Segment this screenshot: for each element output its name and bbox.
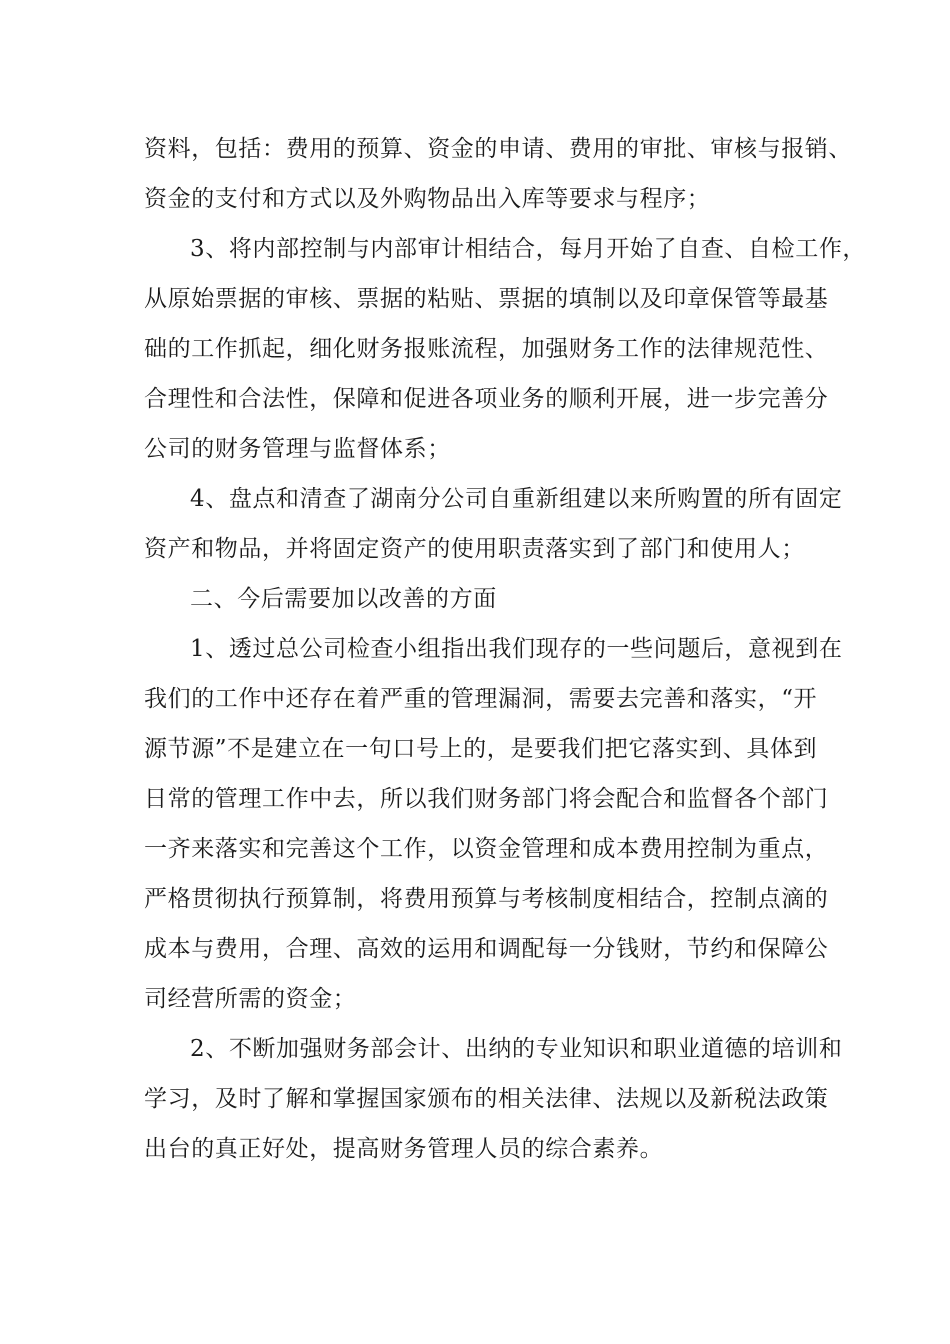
text-line: 础的工作抓起，细化财务报账流程，加强财务工作的法律规范性、 <box>144 336 829 362</box>
text-line: 成本与费用，合理、高效的运用和调配每一分钱财，节约和保障公 <box>144 936 829 962</box>
paragraph-2-start: 2、不断加强财务部会计、出纳的专业知识和职业道德的培训和 <box>190 1036 843 1062</box>
text-line: 资产和物品，并将固定资产的使用职责落实到了部门和使用人； <box>144 536 805 562</box>
text-line: 公司的财务管理与监督体系； <box>144 436 451 462</box>
text-line: 资金的支付和方式以及外购物品出入库等要求与程序； <box>144 186 711 212</box>
text-line: 一齐来落实和完善这个工作，以资金管理和成本费用控制为重点， <box>144 836 829 862</box>
text-line: 资料，包括：费用的预算、资金的申请、费用的审批、审核与报销、 <box>144 136 852 162</box>
paragraph-1-start: 1、透过总公司检查小组指出我们现存的一些问题后，意视到在 <box>190 636 843 662</box>
section-heading: 二、今后需要加以改善的方面 <box>190 586 497 612</box>
text-line: 合理性和合法性，保障和促进各项业务的顺利开展，进一步完善分 <box>144 386 829 412</box>
text-line: 日常的管理工作中去，所以我们财务部门将会配合和监督各个部门 <box>144 786 829 812</box>
text-line: 司经营所需的资金； <box>144 986 357 1012</box>
text-line: 严格贯彻执行预算制，将费用预算与考核制度相结合，控制点滴的 <box>144 886 829 912</box>
paragraph-3-start: 3、将内部控制与内部审计相结合，每月开始了自查、自检工作， <box>190 236 867 262</box>
text-line: 学习，及时了解和掌握国家颁布的相关法律、法规以及新税法政策 <box>144 1086 829 1112</box>
paragraph-4-start: 4、盘点和清查了湖南分公司自重新组建以来所购置的所有固定 <box>190 486 843 512</box>
text-line: 源节源”不是建立在一句口号上的，是要我们把它落实到、具体到 <box>144 736 818 762</box>
text-line: 出台的真正好处，提高财务管理人员的综合素养。 <box>144 1136 664 1162</box>
text-line: 我们的工作中还存在着严重的管理漏洞，需要去完善和落实，“开 <box>144 686 818 712</box>
text-line: 从原始票据的审核、票据的粘贴、票据的填制以及印章保管等最基 <box>144 286 829 312</box>
